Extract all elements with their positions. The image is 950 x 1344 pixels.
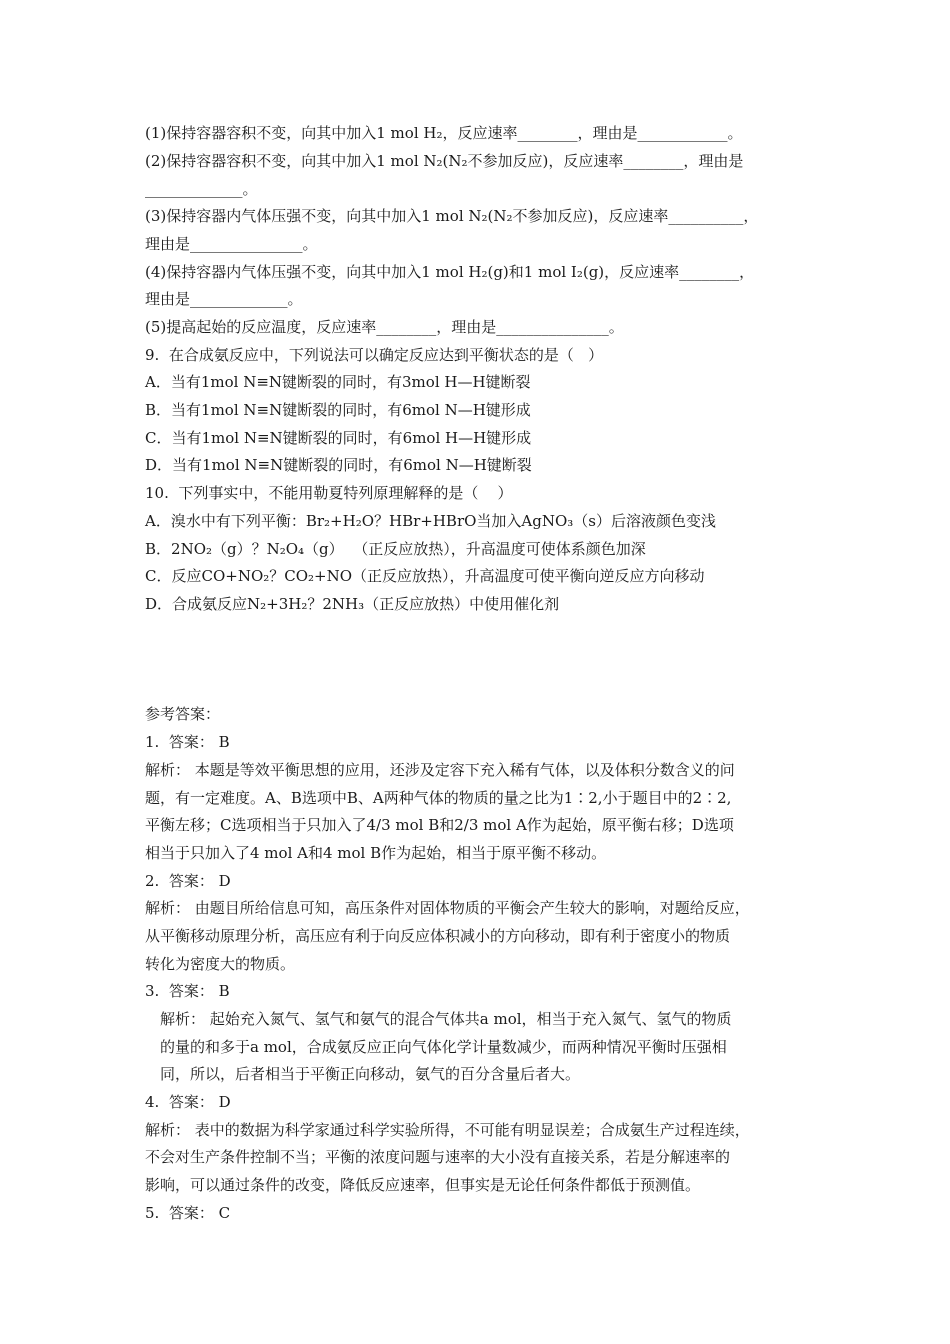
sub-question-4: (4)保持容器内气体压强不变，向其中加入1 mol H₂(g)和1 mol I₂(g)，反应速率________， xyxy=(145,263,755,281)
answer-4-label: 4. 答案： D xyxy=(145,1093,231,1111)
sub-question-2-cont: _____________。 xyxy=(145,180,258,198)
sub-question-1: (1)保持容器容积不变，向其中加入1 mol H₂，反应速率________，理由是____________。 xyxy=(145,124,743,142)
question-9-stem: 9. 在合成氨反应中，下列说法可以确定反应达到平衡状态的是（ ） xyxy=(145,346,604,364)
answer-1-explanation-line: 相当于只加入了4 mol A和4 mol B作为起始，相当于原平衡不移动。 xyxy=(145,844,607,862)
question-10-option-b: B．2NO₂（g）？N₂O₄（g） （正反应放热），升高温度可使体系颜色加深 xyxy=(145,540,646,558)
answer-5-label: 5. 答案： C xyxy=(145,1204,231,1222)
question-10-option-c: C．反应CO+NO₂？CO₂+NO（正反应放热），升高温度可使平衡向逆反应方向移动 xyxy=(145,567,705,585)
sub-question-3-cont: 理由是_______________。 xyxy=(145,235,318,253)
answer-3-explanation-line: 同，所以，后者相当于平衡正向移动，氨气的百分含量后者大。 xyxy=(160,1065,581,1083)
question-9-option-d: D．当有1mol N≡N键断裂的同时，有6mol N—H键断裂 xyxy=(145,456,532,474)
question-10-stem: 10. 下列事实中，不能用勒夏特列原理解释的是（ ） xyxy=(145,484,513,502)
answer-3-explanation-line: 解析： 起始充入氮气、氢气和氨气的混合气体共a mol，相当于充入氮气、氢气的物质 xyxy=(160,1010,732,1028)
answer-4-explanation-line: 不会对生产条件控制不当；平衡的浓度问题与速率的大小没有直接关系，若是分解速率的 xyxy=(145,1148,731,1166)
answer-3-explanation-line: 的量的和多于a mol，合成氨反应正向气体化学计量数减少，而两种情况平衡时压强相 xyxy=(160,1038,727,1056)
answer-3-label: 3. 答案： B xyxy=(145,982,230,1000)
question-9-option-b: B．当有1mol N≡N键断裂的同时，有6mol N—H键形成 xyxy=(145,401,531,419)
sub-question-3: (3)保持容器内气体压强不变，向其中加入1 mol N₂(N₂不参加反应)，反应速率__________， xyxy=(145,207,759,225)
answer-4-explanation-line: 解析： 表中的数据为科学家通过科学实验所得，不可能有明显误差；合成氨生产过程连续， xyxy=(145,1121,750,1139)
sub-question-2: (2)保持容器容积不变，向其中加入1 mol N₂(N₂不参加反应)，反应速率________，理由是 xyxy=(145,152,744,170)
question-10-option-d: D．合成氨反应N₂+3H₂？2NH₃（正反应放热）中使用催化剂 xyxy=(145,595,560,613)
question-9-option-c: C．当有1mol N≡N键断裂的同时，有6mol H—H键形成 xyxy=(145,429,532,447)
sub-question-5: (5)提高起始的反应温度，反应速率________，理由是_______________。 xyxy=(145,318,624,336)
answer-2-explanation-line: 从平衡移动原理分析，高压应有利于向反应体积减小的方向移动，即有利于密度小的物质 xyxy=(145,927,731,945)
answer-2-explanation-line: 解析： 由题目所给信息可知，高压条件对固体物质的平衡会产生较大的影响，对题给反应， xyxy=(145,899,750,917)
answer-2-label: 2. 答案： D xyxy=(145,872,231,890)
question-10-option-a: A．溴水中有下列平衡：Br₂+H₂O？HBr+HBrO当加入AgNO₃（s）后溶液颜色变浅 xyxy=(145,512,716,530)
sub-question-4-cont: 理由是_____________。 xyxy=(145,290,303,308)
answer-1-explanation-line: 题，有一定难度。A、B选项中B、A两种气体的物质的量之比为1∶2,小于题目中的2∶2, xyxy=(145,789,732,807)
answer-1-explanation-line: 解析： 本题是等效平衡思想的应用，还涉及定容下充入稀有气体，以及体积分数含义的问 xyxy=(145,761,735,779)
answer-2-explanation-line: 转化为密度大的物质。 xyxy=(145,955,296,973)
answer-4-explanation-line: 影响，可以通过条件的改变，降低反应速率，但事实是无论任何条件都低于预测值。 xyxy=(145,1176,701,1194)
answer-1-explanation-line: 平衡左移；C选项相当于只加入了4/3 mol B和2/3 mol A作为起始，原平衡右移；D选项 xyxy=(145,816,734,834)
answers-heading: 参考答案： xyxy=(145,705,221,723)
answer-1-label: 1. 答案： B xyxy=(145,733,230,751)
question-9-option-a: A．当有1mol N≡N键断裂的同时，有3mol H—H键断裂 xyxy=(145,373,531,391)
